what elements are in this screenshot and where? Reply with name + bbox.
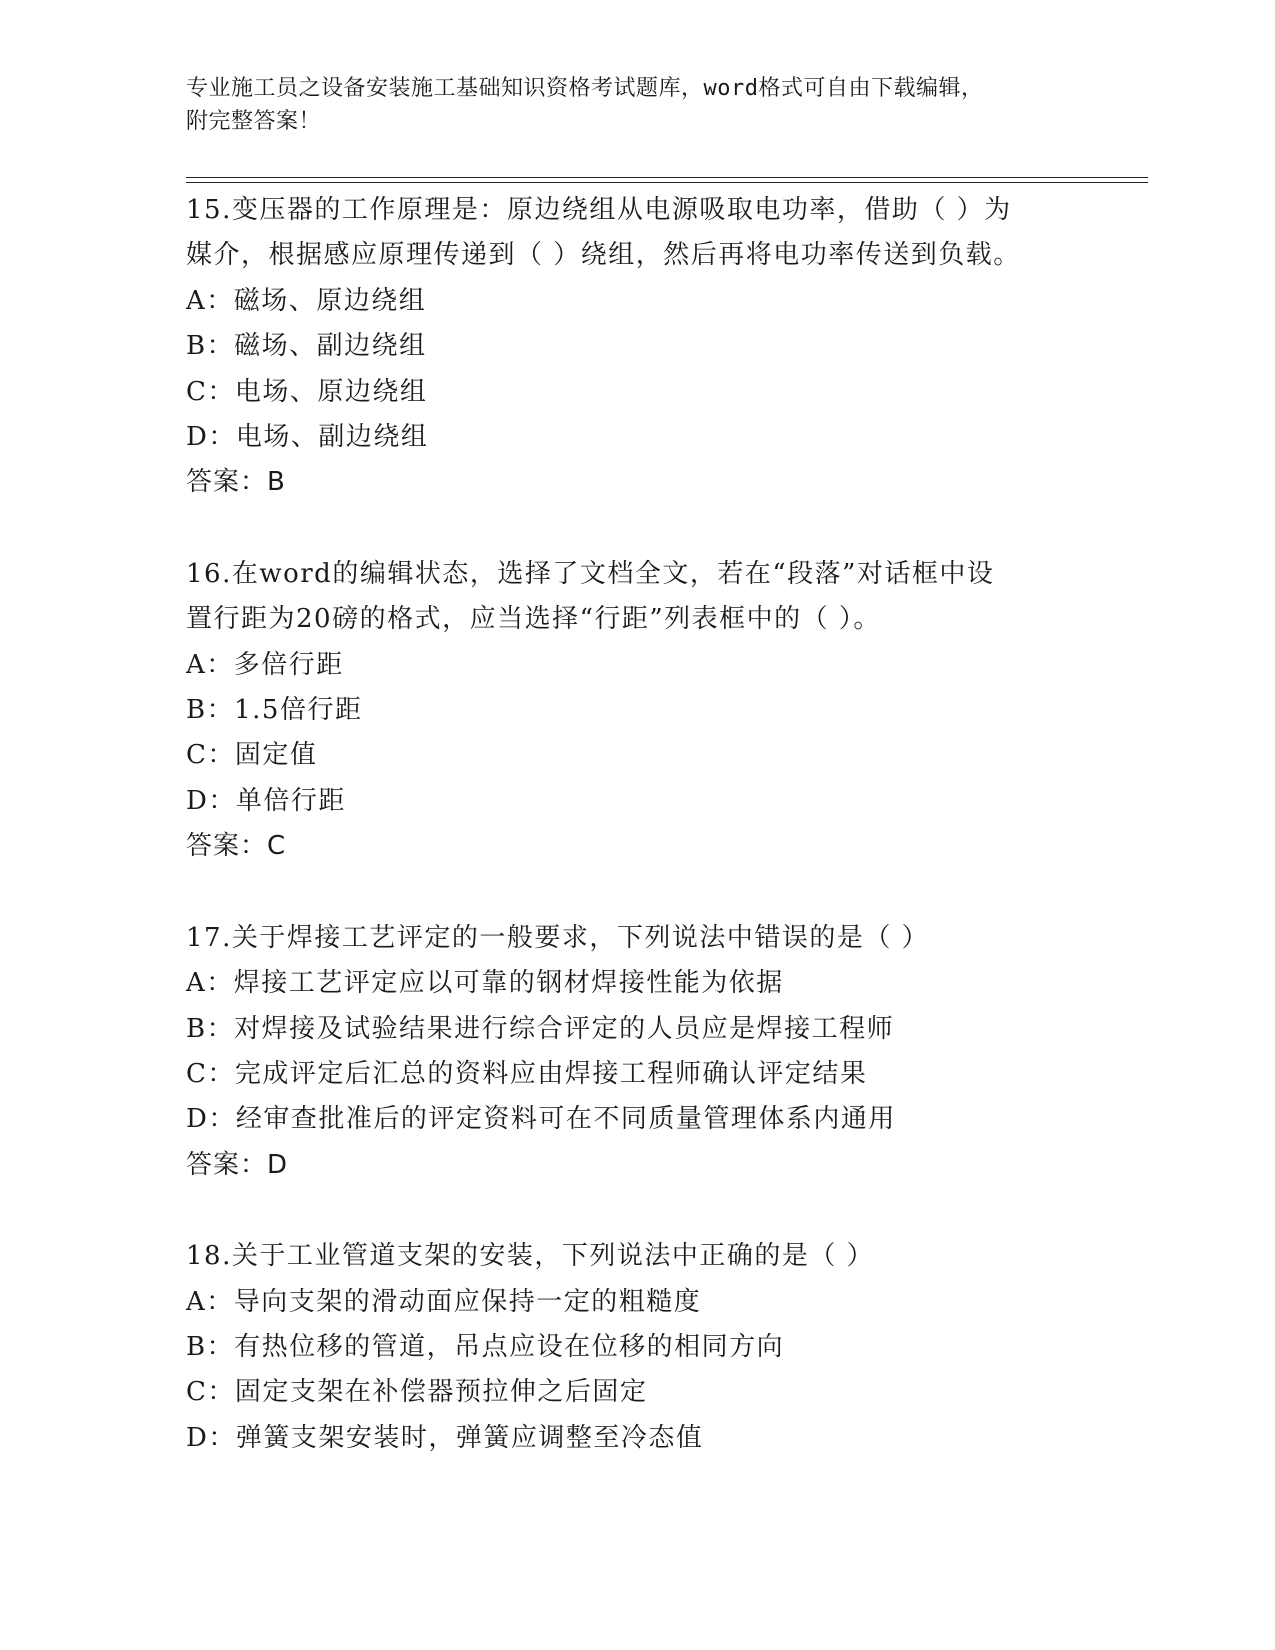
option-a: A：导向支架的滑动面应保持一定的粗糙度 — [186, 1286, 702, 1317]
option-c: C：固定支架在补偿器预拉伸之后固定 — [186, 1377, 648, 1408]
question-18 — [186, 1234, 1106, 1461]
option-d: D：弹簧支架安装时，弹簧应调整至冷态值 — [186, 1422, 704, 1453]
header-rule-top — [186, 177, 1148, 178]
option-a: A：多倍行距 — [186, 649, 344, 680]
question-stem-line-2: 媒介，根据感应原理传递到（ ）绕组，然后再将电功率传送到负载。 — [186, 240, 1021, 271]
option-b: B：有热位移的管道，吊点应设在位移的相同方向 — [186, 1331, 785, 1362]
option-b: B：对焊接及试验结果进行综合评定的人员应是焊接工程师 — [186, 1013, 895, 1044]
answer: 答案：B — [186, 467, 286, 498]
question-stem-line-2: 置行距为20磅的格式，应当选择“行距”列表框中的（ ）。 — [186, 604, 881, 635]
header-rule-bottom — [186, 182, 1148, 183]
question-15 — [186, 188, 1106, 506]
option-c: C：固定值 — [186, 740, 318, 771]
question-17 — [186, 916, 1106, 1188]
header-line-1: 专业施工员之设备安装施工基础知识资格考试题库，word格式可自由下载编辑， — [186, 76, 984, 101]
header-line-2: 附完整答案！ — [186, 109, 322, 134]
option-d: D：单倍行距 — [186, 785, 346, 816]
question-stem — [186, 552, 1106, 643]
question-stem-line-1: 16.在word的编辑状态，选择了文档全文，若在“段落”对话框中设 — [186, 558, 995, 589]
question-stem: 18.关于工业管道支架的安装，下列说法中正确的是（ ） — [186, 1241, 875, 1272]
option-a: A：磁场、原边绕组 — [186, 285, 427, 316]
question-stem-line-1: 15.变压器的工作原理是：原边绕组从电源吸取电功率，借助（ ）为 — [186, 195, 1012, 225]
option-b: B：磁场、副边绕组 — [186, 331, 427, 362]
question-list — [186, 188, 1106, 1507]
option-d: D：经审查批准后的评定资料可在不同质量管理体系内通用 — [186, 1104, 896, 1135]
answer: 答案：D — [186, 1149, 289, 1180]
answer: 答案：C — [186, 831, 287, 862]
question-stem — [186, 188, 1106, 279]
option-c: C：电场、原边绕组 — [186, 376, 428, 407]
question-16 — [186, 552, 1106, 870]
option-a: A：焊接工艺评定应以可靠的钢材焊接性能为依据 — [186, 968, 784, 999]
option-d: D：电场、副边绕组 — [186, 422, 429, 453]
question-stem: 17.关于焊接工艺评定的一般要求，下列说法中错误的是（ ） — [186, 922, 930, 953]
option-c: C：完成评定后汇总的资料应由焊接工程师确认评定结果 — [186, 1058, 868, 1089]
document-header — [186, 72, 1106, 138]
option-b: B：1.5倍行距 — [186, 695, 363, 726]
